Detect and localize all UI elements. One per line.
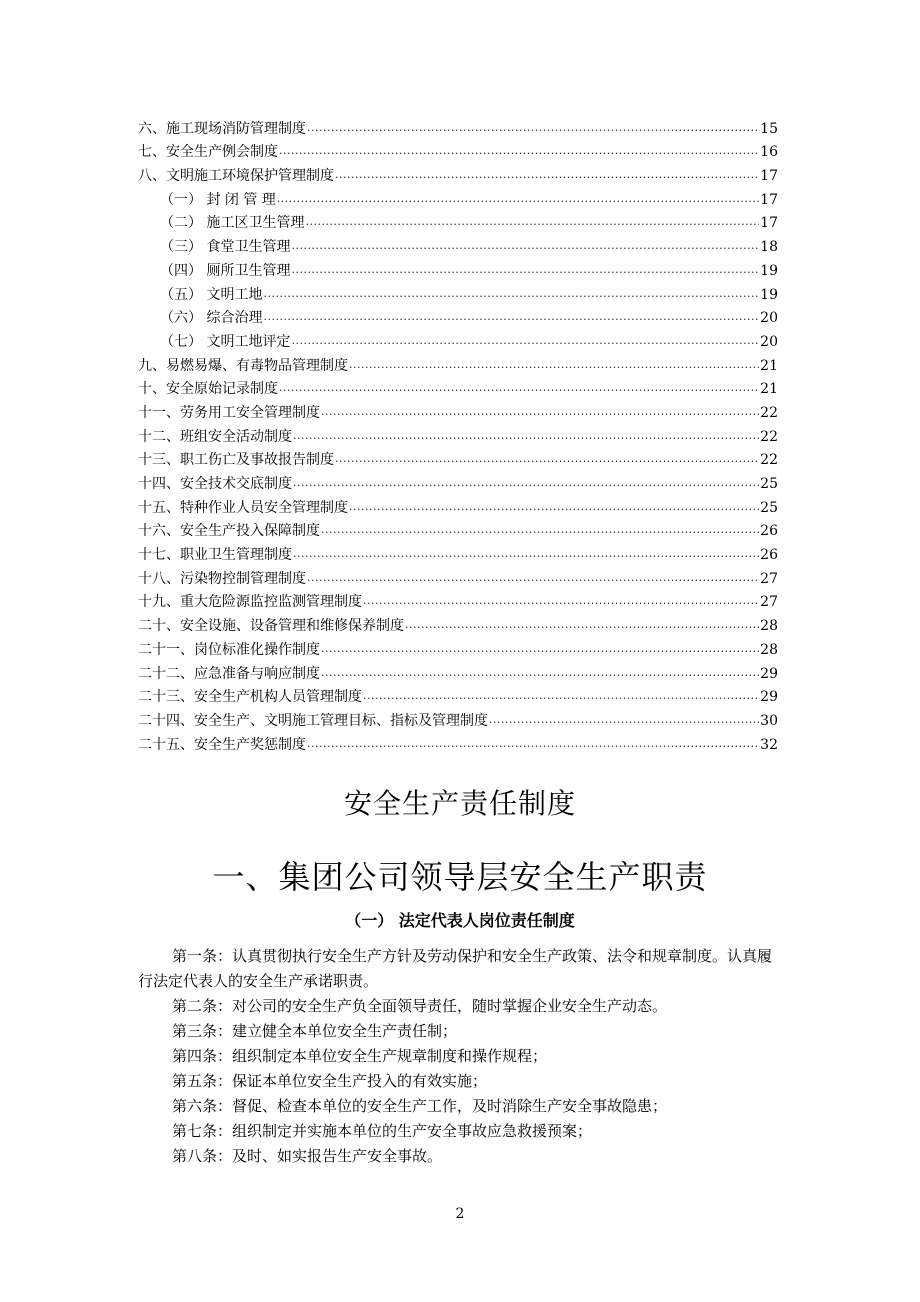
toc-dot-leader: [335, 451, 759, 469]
toc-entry[interactable]: [138, 493, 778, 517]
toc-entry[interactable]: [138, 185, 778, 209]
toc-entry-page: 27: [760, 594, 778, 611]
toc-dot-leader: [363, 593, 759, 611]
toc-entry[interactable]: [138, 564, 778, 588]
toc-entry-title: 十三、职工伤亡及事故报告制度: [138, 452, 334, 469]
table-of-contents: [138, 114, 778, 754]
toc-entry-title: 十六、安全生产投入保障制度: [138, 523, 320, 540]
toc-entry-title: 十二、班组安全活动制度: [138, 428, 292, 445]
toc-dot-leader: [489, 712, 759, 730]
toc-entry-page: 32: [760, 736, 778, 753]
toc-entry[interactable]: [138, 209, 778, 233]
toc-entry[interactable]: [138, 304, 778, 328]
toc-dot-leader: [405, 617, 759, 635]
toc-dot-leader: [335, 167, 759, 185]
toc-entry-title: 二十、安全设施、设备管理和维修保养制度: [138, 618, 404, 635]
toc-entry-page: 16: [760, 144, 778, 161]
toc-entry[interactable]: [138, 730, 778, 754]
document-title: 安全生产责任制度: [343, 787, 576, 820]
toc-dot-leader: [321, 641, 759, 659]
toc-entry[interactable]: [138, 138, 778, 162]
toc-entry-page: 21: [760, 357, 778, 374]
toc-entry-page: 28: [760, 618, 778, 635]
article-paragraph: 第五条：保证本单位安全生产投入的有效实施；: [172, 1072, 488, 1090]
toc-entry-page: 29: [760, 665, 778, 682]
toc-entry-page: 21: [760, 381, 778, 398]
toc-entry[interactable]: [138, 161, 778, 185]
toc-entry-page: 26: [760, 523, 778, 540]
toc-entry-title: 八、文明施工环境保护管理制度: [138, 168, 334, 185]
article-paragraph: 第六条：督促、检查本单位的安全生产工作，及时消除生产安全事故隐患；: [172, 1097, 668, 1115]
toc-entry-page: 22: [760, 452, 778, 469]
toc-entry-title: 九、易燃易爆、有毒物品管理制度: [138, 357, 348, 374]
article-paragraph: 第七条：组织制定并实施本单位的生产安全事故应急救援预案；: [172, 1122, 593, 1140]
toc-entry-page: 27: [760, 570, 778, 587]
toc-entry-title: （七） 文明工地评定: [160, 333, 291, 350]
toc-dot-leader: [293, 475, 759, 493]
toc-entry[interactable]: [138, 659, 778, 683]
article-paragraph: 第三条：建立健全本单位安全生产责任制；: [172, 1022, 458, 1040]
toc-entry[interactable]: [138, 611, 778, 635]
toc-entry-page: 15: [760, 120, 778, 137]
toc-entry[interactable]: [138, 540, 778, 564]
toc-entry[interactable]: [138, 232, 778, 256]
toc-dot-leader: [291, 333, 759, 351]
page-number: 2: [455, 1206, 465, 1222]
toc-entry[interactable]: [138, 114, 778, 138]
toc-entry-title: 十五、特种作业人员安全管理制度: [138, 499, 348, 516]
toc-entry[interactable]: [138, 256, 778, 280]
toc-dot-leader: [307, 736, 759, 754]
toc-entry-title: 十四、安全技术交底制度: [138, 476, 292, 492]
article-paragraph: 第八条：及时、如实报告生产安全事故。: [172, 1147, 443, 1165]
toc-entry[interactable]: [138, 517, 778, 541]
toc-entry-title: （二） 施工区卫生管理: [160, 215, 305, 232]
chapter-title: 一、集团公司领导层安全生产职责: [212, 858, 708, 896]
toc-entry-page: 18: [760, 239, 778, 256]
toc-entry-page: 19: [760, 262, 778, 279]
toc-entry-title: （六） 综合治理: [160, 310, 263, 327]
toc-dot-leader: [279, 380, 759, 398]
toc-entry-page: 20: [760, 310, 778, 327]
toc-entry[interactable]: [138, 398, 778, 422]
toc-entry-title: 十九、重大危险源监控监测管理制度: [138, 594, 362, 611]
toc-entry-title: 七、安全生产例会制度: [138, 144, 278, 161]
toc-entry-title: 二十一、岗位标准化操作制度: [138, 641, 320, 658]
toc-entry[interactable]: [138, 469, 778, 493]
toc-dot-leader: [349, 499, 759, 517]
section-title: （一） 法定代表人岗位责任制度: [345, 911, 575, 930]
toc-dot-leader: [277, 191, 759, 209]
toc-entry-page: 17: [760, 215, 778, 232]
article-paragraph: 第四条：组织制定本单位安全生产规章制度和操作规程；: [172, 1047, 548, 1065]
toc-dot-leader: [291, 238, 759, 256]
toc-entry-page: 17: [760, 168, 778, 185]
toc-entry[interactable]: [138, 683, 778, 707]
toc-entry-title: 二十四、安全生产、文明施工管理目标、指标及管理制度: [138, 712, 488, 729]
toc-entry-page: 20: [760, 333, 778, 350]
toc-entry-title: 十、安全原始记录制度: [138, 381, 278, 398]
toc-entry-title: 二十五、安全生产奖惩制度: [138, 736, 306, 753]
toc-entry[interactable]: [138, 706, 778, 730]
toc-dot-leader: [321, 522, 759, 540]
toc-entry-title: （三） 食堂卫生管理: [160, 239, 291, 256]
toc-entry-page: 19: [760, 286, 778, 303]
toc-entry-title: 二十三、安全生产机构人员管理制度: [138, 689, 362, 706]
toc-dot-leader: [263, 286, 759, 304]
toc-entry[interactable]: [138, 635, 778, 659]
toc-dot-leader: [305, 214, 759, 232]
toc-entry[interactable]: [138, 446, 778, 470]
toc-dot-leader: [349, 357, 759, 375]
toc-entry-page: 25: [760, 499, 778, 516]
toc-entry-title: 六、施工现场消防管理制度: [138, 120, 306, 137]
toc-entry-page: 28: [760, 641, 778, 658]
body-text: [138, 944, 782, 1169]
toc-entry-title: （四） 厕所卫生管理: [160, 262, 291, 279]
article-paragraph: 第二条：对公司的安全生产负全面领导责任，随时掌握企业安全生产动态。: [172, 997, 668, 1015]
toc-entry[interactable]: [138, 280, 778, 304]
toc-dot-leader: [307, 120, 759, 138]
toc-entry[interactable]: [138, 588, 778, 612]
article-paragraph: 第一条：认真贯彻执行安全生产方针及劳动保护和安全生产政策、法令和规章制度。认真履行法定代表人的安全生产承诺职责。: [138, 947, 773, 990]
toc-entry[interactable]: [138, 327, 778, 351]
toc-dot-leader: [263, 309, 759, 327]
toc-dot-leader: [293, 546, 759, 564]
toc-entry-title: 十一、劳务用工安全管理制度: [138, 404, 320, 421]
toc-entry-page: 22: [760, 428, 778, 445]
toc-dot-leader: [307, 570, 759, 588]
toc-entry-page: 25: [760, 476, 778, 492]
toc-entry-page: 30: [760, 712, 778, 729]
toc-dot-leader: [293, 428, 759, 446]
toc-dot-leader: [321, 404, 759, 422]
toc-dot-leader: [363, 688, 759, 706]
toc-dot-leader: [321, 665, 759, 683]
toc-entry[interactable]: [138, 351, 778, 375]
toc-entry-page: 22: [760, 404, 778, 421]
toc-entry[interactable]: [138, 375, 778, 399]
toc-entry-page: 17: [760, 191, 778, 208]
toc-entry-title: 二十二、应急准备与响应制度: [138, 665, 320, 682]
toc-entry-title: 十七、职业卫生管理制度: [138, 547, 292, 564]
toc-entry-title: （一） 封 闭 管 理: [160, 191, 276, 208]
toc-entry[interactable]: [138, 422, 778, 446]
toc-entry-page: 26: [760, 547, 778, 564]
toc-entry-title: 十八、污染物控制管理制度: [138, 570, 306, 587]
toc-entry-title: （五） 文明工地: [160, 286, 263, 303]
toc-dot-leader: [291, 262, 759, 280]
toc-dot-leader: [279, 143, 759, 161]
toc-entry-page: 29: [760, 689, 778, 706]
